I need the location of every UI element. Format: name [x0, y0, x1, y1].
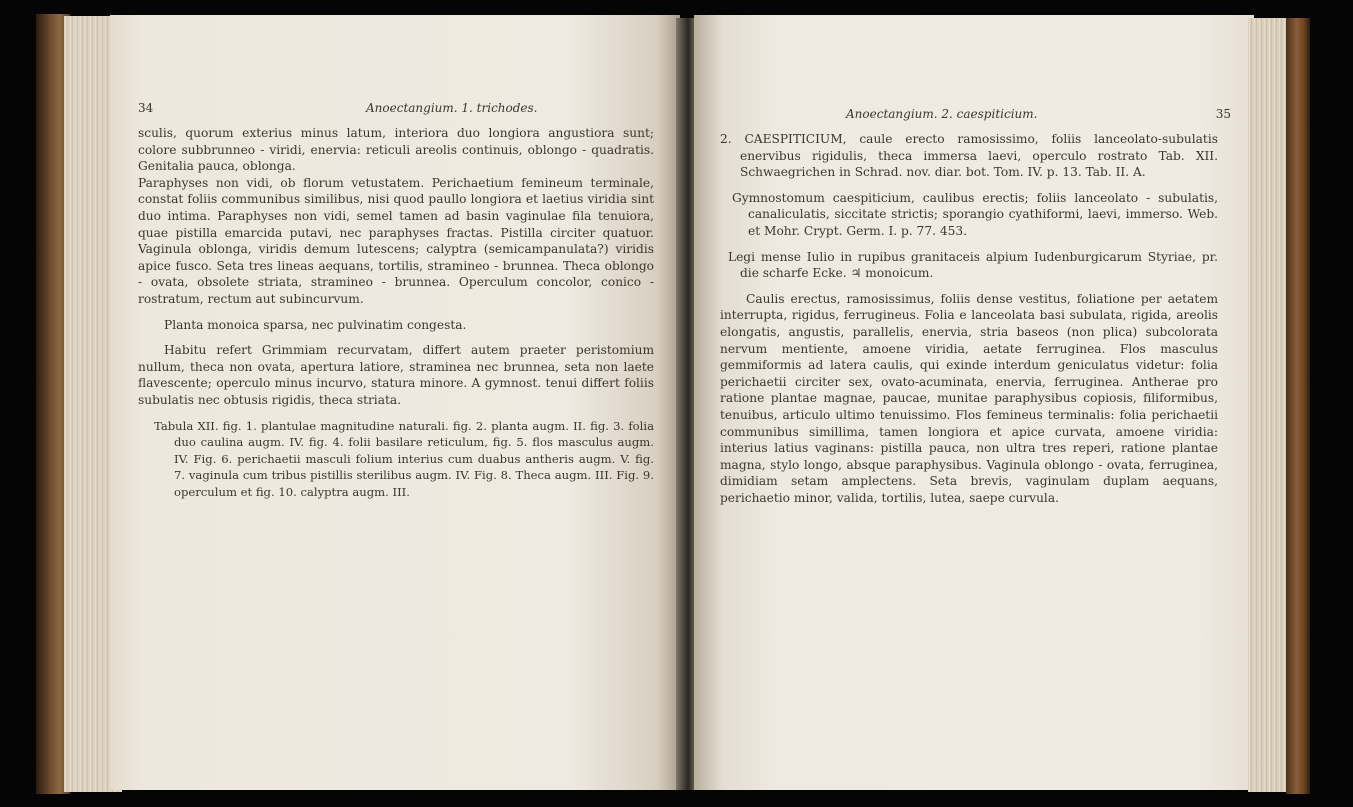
right-running-title: Anoectangium. 2. caespiticium.	[846, 107, 1038, 121]
description-paragraph: Caulis erectus, ramosissimus, foliis dense vestitus, foliatione per aetatem interrupta, rigidus, ferrugineus. Folia e lanceolata basi subulata, rigida, areolis elongatis, angustis, parallelis, enervia, stria baseos (non plica) subcolorata nervum mentiente, amoene viridia, aetate ferruginea. Flos masculus gemmiformis ad latera caulis, qui exinde interdum geniculatus videtur: folia perichaetii circiter sex, ovato-acuminata, enervia, ferruginea. Antherae pro ratione plantae magnae, paucae, munitae paraphysibus copiosis, filiformibus, tenuibus, articulo ultimo tenuissimo. Flos femineus terminalis: folia perichaetii communibus simillima, tamen longiora et apice curvata, amoene viridia: interius latius vaginans: pistilla pauca, non ultra tres reperi, ratione plantae magna, stylo longo, absque paraphysibus. Vaginula oblongo - ovata, ferruginea, dimidiam setam amplectens. Seta brevis, vaginulam duplam aequans, perichaetio minor, valida, tortilis, lutea, saepe curvula.	[720, 291, 1218, 505]
left-paragraph-2: Paraphyses non vidi, ob florum vetustatem. Perichaetium femineum terminale, constat foliis communibus similibus, nisi quod paullo longiora et laetius viridia sint duo intima. Paraphyses non vidi, semel tamen ad basin vaginulae fila tenuiora, quae pistilla emarcida putavi, nec paraphyses fractas. Pistilla circiter quatuor. Vaginula oblonga, viridis demum lutescens; calyptra (semicampanulata?) viridis apice fusco. Seta tres lineas aequans, tortilis, stramineo - brunnea. Theca oblongo - ovata, obsolete striata, stramineo - brunnea. Operculum concolor, conico - rostratum, rectum aut subincurvum.	[138, 175, 654, 306]
tabula-caption: Tabula XII. fig. 1. plantulae magnitudine naturali. fig. 2. planta augm. II. fig. 3. folia duo caulina augm. IV. fig. 4. folii basilare reticulum, fig. 5. flos masculus augm. IV. Fig. 6. perichaetii masculi folium interius cum duabus antheris augm. V. fig. 7. vaginula cum tribus pistillis sterilibus augm. IV. Fig. 8. Theca augm. III. Fig. 9. operculum et fig. 10. calyptra augm. III.	[154, 418, 654, 499]
right-text-block	[720, 131, 1218, 506]
left-paragraph-1: sculis, quorum exterius minus latum, interiora duo longiora angustiora sunt; colore subbrunneo - viridi, enervia: reticuli areolis continuis, oblongo - quadratis. Genitalia pauca, oblonga.	[138, 126, 654, 174]
left-running-title: Anoectangium. 1. trichodes.	[366, 101, 538, 115]
left-text-block	[138, 125, 654, 500]
planta-paragraph: Planta monoica sparsa, nec pulvinatim congesta.	[164, 317, 467, 332]
left-running-head	[138, 101, 658, 115]
left-page-number: 34	[138, 101, 154, 115]
right-page	[694, 15, 1254, 790]
species-diagnosis: 2. CAESPITICIUM, caule erecto ramosissimo, foliis lanceolato-subulatis enervibus rigidulis, theca immersa laevi, operculo rostrato Tab. XII. Schwaegrichen in Schrad. nov. diar. bot. Tom. IV. p. 13. Tab. II. A.	[720, 132, 1218, 180]
habitu-paragraph: Habitu refert Grimmiam recurvatam, differt autem praeter peristomium nullum, theca non ovata, apertura latiore, straminea nec brunnea, seta non laete flavescente; operculo minus incurvo, statura minore. A gymnost. tenui differt foliis subulatis nec obtusis rigidis, theca striata.	[138, 343, 654, 407]
right-cover-edge	[1286, 18, 1310, 794]
locality-paragraph: Legi mense Iulio in rupibus granitaceis alpium Iudenburgicarum Styriae, pr. die scharfe Ecke. ♃ monoicum.	[728, 249, 1218, 281]
left-page	[110, 15, 680, 790]
synonym-paragraph: Gymnostomum caespiticium, caulibus erectis; foliis lanceolato - subulatis, canaliculatis, siccitate strictis; sporangio cyathiformi, laevi, immerso. Web. et Mohr. Crypt. Germ. I. p. 77. 453.	[732, 190, 1218, 238]
right-page-number: 35	[1215, 107, 1231, 121]
right-running-head	[846, 107, 1231, 121]
